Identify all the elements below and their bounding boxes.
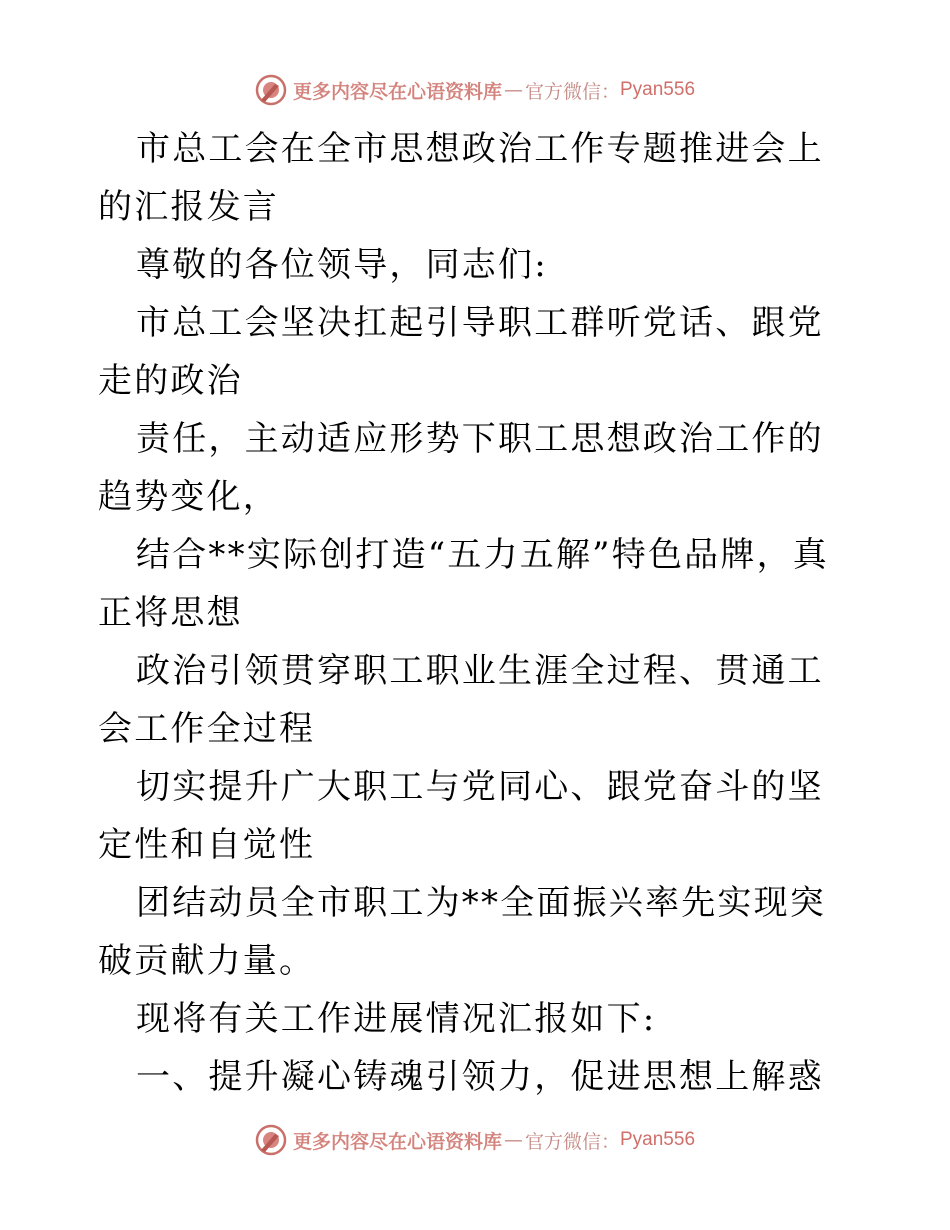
watermark-id: Pyan556 xyxy=(620,1129,696,1150)
body-paragraph: 结合**实际创打造“五力五解”特色品牌，真正将思想 xyxy=(98,535,829,633)
logo-icon xyxy=(255,74,287,106)
watermark-site: 更多内容尽在心语资料库 xyxy=(292,80,502,103)
watermark-label: 官方微信： xyxy=(524,1130,620,1153)
watermark-label: 官方微信： xyxy=(524,80,620,103)
watermark-id: Pyan556 xyxy=(620,79,696,100)
body-paragraph: 市总工会坚决扛起引导职工群听党话、跟党走的政治 xyxy=(98,303,824,401)
body-paragraph: 团结动员全市职工为**全面振兴率先实现突破贡献力量。 xyxy=(98,883,826,981)
body-paragraph: 现将有关工作进展情况汇报如下: xyxy=(136,999,657,1039)
body-paragraph: 切实提升广大职工与党同心、跟党奋斗的坚定性和自觉性 xyxy=(98,767,824,865)
body-paragraph: 责任，主动适应形势下职工思想政治工作的趋势变化， xyxy=(98,419,824,517)
salutation-paragraph: 尊敬的各位领导，同志们: xyxy=(136,245,548,285)
document-body xyxy=(98,120,858,1106)
section-heading: 一、提升凝心铸魂引领力，促进思想上解惑 xyxy=(136,1057,824,1097)
watermark-site: 更多内容尽在心语资料库 xyxy=(292,1130,502,1153)
header-watermark xyxy=(0,70,950,110)
logo-icon xyxy=(255,1124,287,1156)
footer-watermark xyxy=(0,1120,950,1160)
watermark-separator: — xyxy=(503,1129,523,1151)
body-paragraph: 政治引领贯穿职工职业生涯全过程、贯通工会工作全过程 xyxy=(98,651,824,749)
title-paragraph: 市总工会在全市思想政治工作专题推进会上的汇报发言 xyxy=(98,129,824,227)
watermark-separator: — xyxy=(503,79,523,101)
